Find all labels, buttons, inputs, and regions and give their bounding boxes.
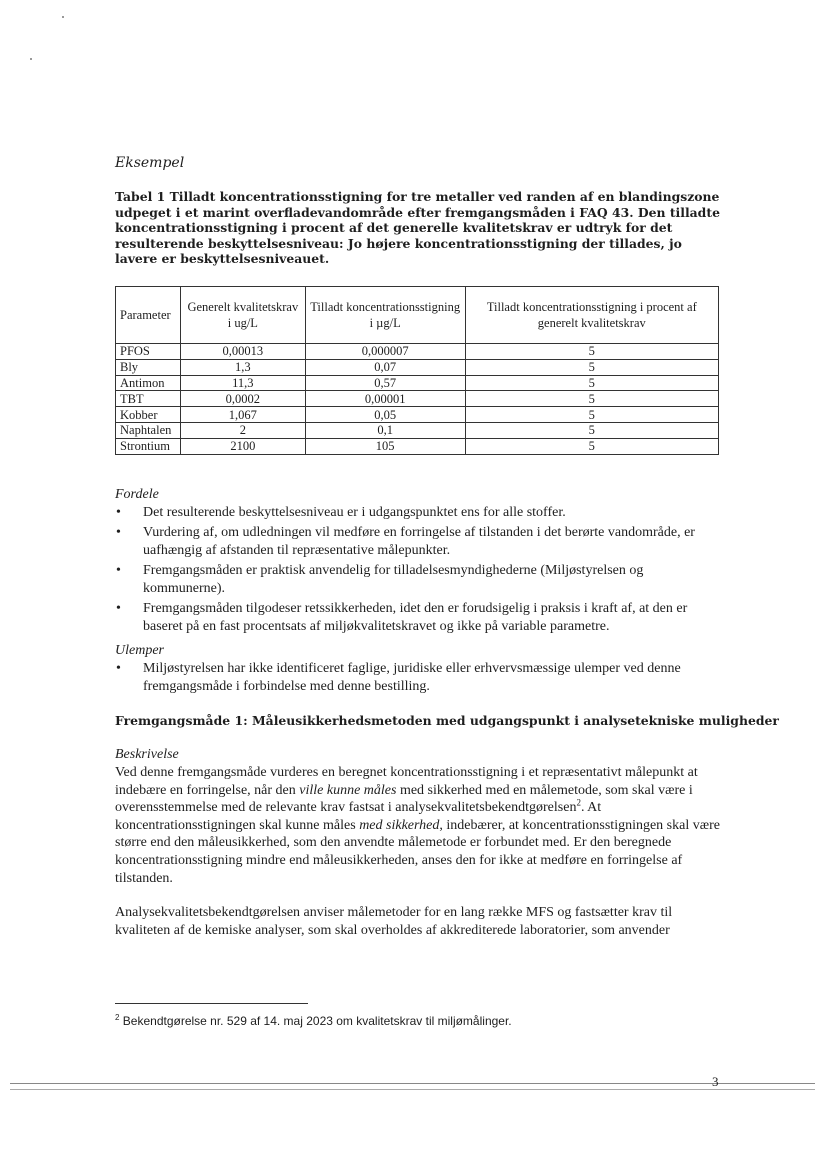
table-row [116,391,719,407]
metals-table [115,286,719,455]
description-heading: Beskrivelse [115,747,179,762]
emphasis-text: med sikkerhed [359,817,440,833]
method-heading: Fremgangsmåde 1: Måleusikkerhedsmetoden med udgangspunkt i analysetekniske muligheder [115,713,779,728]
list-item-text: Miljøstyrelsen har ikke identificeret faglige, juridiske eller erhvervsmæssige ulemper ved denne fremgangsmåde i forbindelse med denne bestilling. [143,661,681,694]
bullet-icon: • [116,505,121,520]
table-row [116,375,719,391]
cell-allowed-increase: 0,000007 [305,344,465,360]
table-header-row [116,287,719,344]
cell-allowed-percent: 5 [465,407,718,423]
cell-allowed-percent: 5 [465,344,718,360]
bullet-icon: • [116,563,121,578]
footnote-marker: 2 [115,1013,120,1022]
disadvantages-list [115,660,720,698]
table-caption: Tabel 1 Tilladt koncentrationsstigning for tre metaller ved randen af en blandingszone udpeget i et marint overfladevandområde efter fremgangsmåden i FAQ 43. Den tilladte koncentrationsstigning i procent af det generelle kvalitetskrav er udtryk for det resulterende beskyttelsesniveau: Jo højere koncentrationsstigning der tillades, jo lavere er beskyttelsesniveauet. [115,189,720,266]
cell-parameter: Kobber [116,407,181,423]
table-row [116,344,719,360]
scan-speck [62,16,64,18]
advantages-heading: Fordele [115,487,159,502]
cell-allowed-percent: 5 [465,438,718,454]
footnote-reference: 2 [576,797,581,808]
cell-quality-standard: 2 [180,422,305,438]
footnote [115,1013,512,1028]
cell-quality-standard: 0,00013 [180,344,305,360]
header-allowed-percent: Tilladt koncentrationsstigning i procent af generelt kvalitetskrav [465,287,718,344]
description-paragraph-1 [115,764,725,887]
text-run: , indebærer, at koncentrationsstigningen skal være større end den måleusikkerhed, som den anvendte målemetode er forbundet med. Er den beregnede koncentrationsstigning mindre end måleusikkerheden, anses den for ikke at medføre en forringelse af tilstanden. [115,817,720,886]
example-heading: Eksempel [115,155,185,171]
advantages-list [115,504,720,638]
text-run: Ved denne fremgangsmåde vurderes en beregnet koncentrationsstigning i et repræsentativt målepunkt at indebære en forringelse, når den [115,765,698,798]
cell-parameter: Bly [116,359,181,375]
footnote-text: Bekendtgørelse nr. 529 af 14. maj 2023 om kvalitetskrav til miljømålinger. [119,1014,512,1028]
list-item-text: Fremgangsmåden er praktisk anvendelig for tilladelsesmyndighederne (Miljøstyrelsen og kommunerne). [143,563,644,596]
list-item-text: Fremgangsmåden tilgodeser retssikkerheden, idet den er forudsigelig i praksis i kraft af, at den er baseret på en fast procentsats af miljøkvalitetskravet og ikke på variable parametre. [143,601,688,634]
emphasis-text: ville kunne måles [299,782,397,798]
table-row [116,422,719,438]
cell-allowed-increase: 105 [305,438,465,454]
cell-parameter: TBT [116,391,181,407]
table-row [116,438,719,454]
bullet-icon: • [116,525,121,540]
cell-allowed-percent: 5 [465,359,718,375]
cell-parameter: Naphtalen [116,422,181,438]
cell-allowed-percent: 5 [465,422,718,438]
header-quality-standard: Generelt kvalitetskrav i ug/L [180,287,305,344]
cell-quality-standard: 2100 [180,438,305,454]
cell-allowed-percent: 5 [465,375,718,391]
cell-allowed-increase: 0,1 [305,422,465,438]
cell-parameter: Strontium [116,438,181,454]
bullet-icon: • [116,661,121,676]
list-item [115,504,720,522]
cell-quality-standard: 1,3 [180,359,305,375]
list-item [115,562,720,598]
cell-quality-standard: 11,3 [180,375,305,391]
cell-quality-standard: 1,067 [180,407,305,423]
header-allowed-increase: Tilladt koncentrationsstigning i µg/L [305,287,465,344]
cell-allowed-increase: 0,57 [305,375,465,391]
cell-quality-standard: 0,0002 [180,391,305,407]
cell-allowed-increase: 0,05 [305,407,465,423]
footer-rule [10,1083,815,1084]
cell-parameter: Antimon [116,375,181,391]
description-paragraph-2: Analysekvalitetsbekendtgørelsen anviser målemetoder for en lang række MFS og fastsætter krav til kvaliteten af de kemiske analyser, som skal overholdes af akkrediterede laboratorier, som anvender [115,905,673,938]
text-run: med sikkerhed med en målemetode, som skal være i overensstemmelse med de relevante krav fastsat i analysekvalitetsbekendtgørelsen [115,782,693,816]
cell-allowed-percent: 5 [465,391,718,407]
cell-parameter: PFOS [116,344,181,360]
text-run: . At koncentrationsstigningen skal kunne måles [115,800,602,833]
cell-allowed-increase: 0,07 [305,359,465,375]
list-item-text: Det resulterende beskyttelsesniveau er i udgangspunktet ens for alle stoffer. [143,505,566,520]
footer-rule [10,1089,815,1090]
scan-speck [30,58,32,60]
table-row [116,359,719,375]
table-row [116,407,719,423]
footnote-separator [115,1003,308,1004]
list-item [115,524,720,560]
cell-allowed-increase: 0,00001 [305,391,465,407]
page-number: 3 [712,1074,719,1089]
header-parameter: Parameter [116,287,181,344]
disadvantages-heading: Ulemper [115,643,164,658]
list-item [115,660,720,696]
bullet-icon: • [116,601,121,616]
list-item-text: Vurdering af, om udledningen vil medføre en forringelse af tilstanden i det berørte vandområde, er uafhængig af afstanden til repræsentative målepunkter. [143,525,695,558]
list-item [115,600,720,636]
